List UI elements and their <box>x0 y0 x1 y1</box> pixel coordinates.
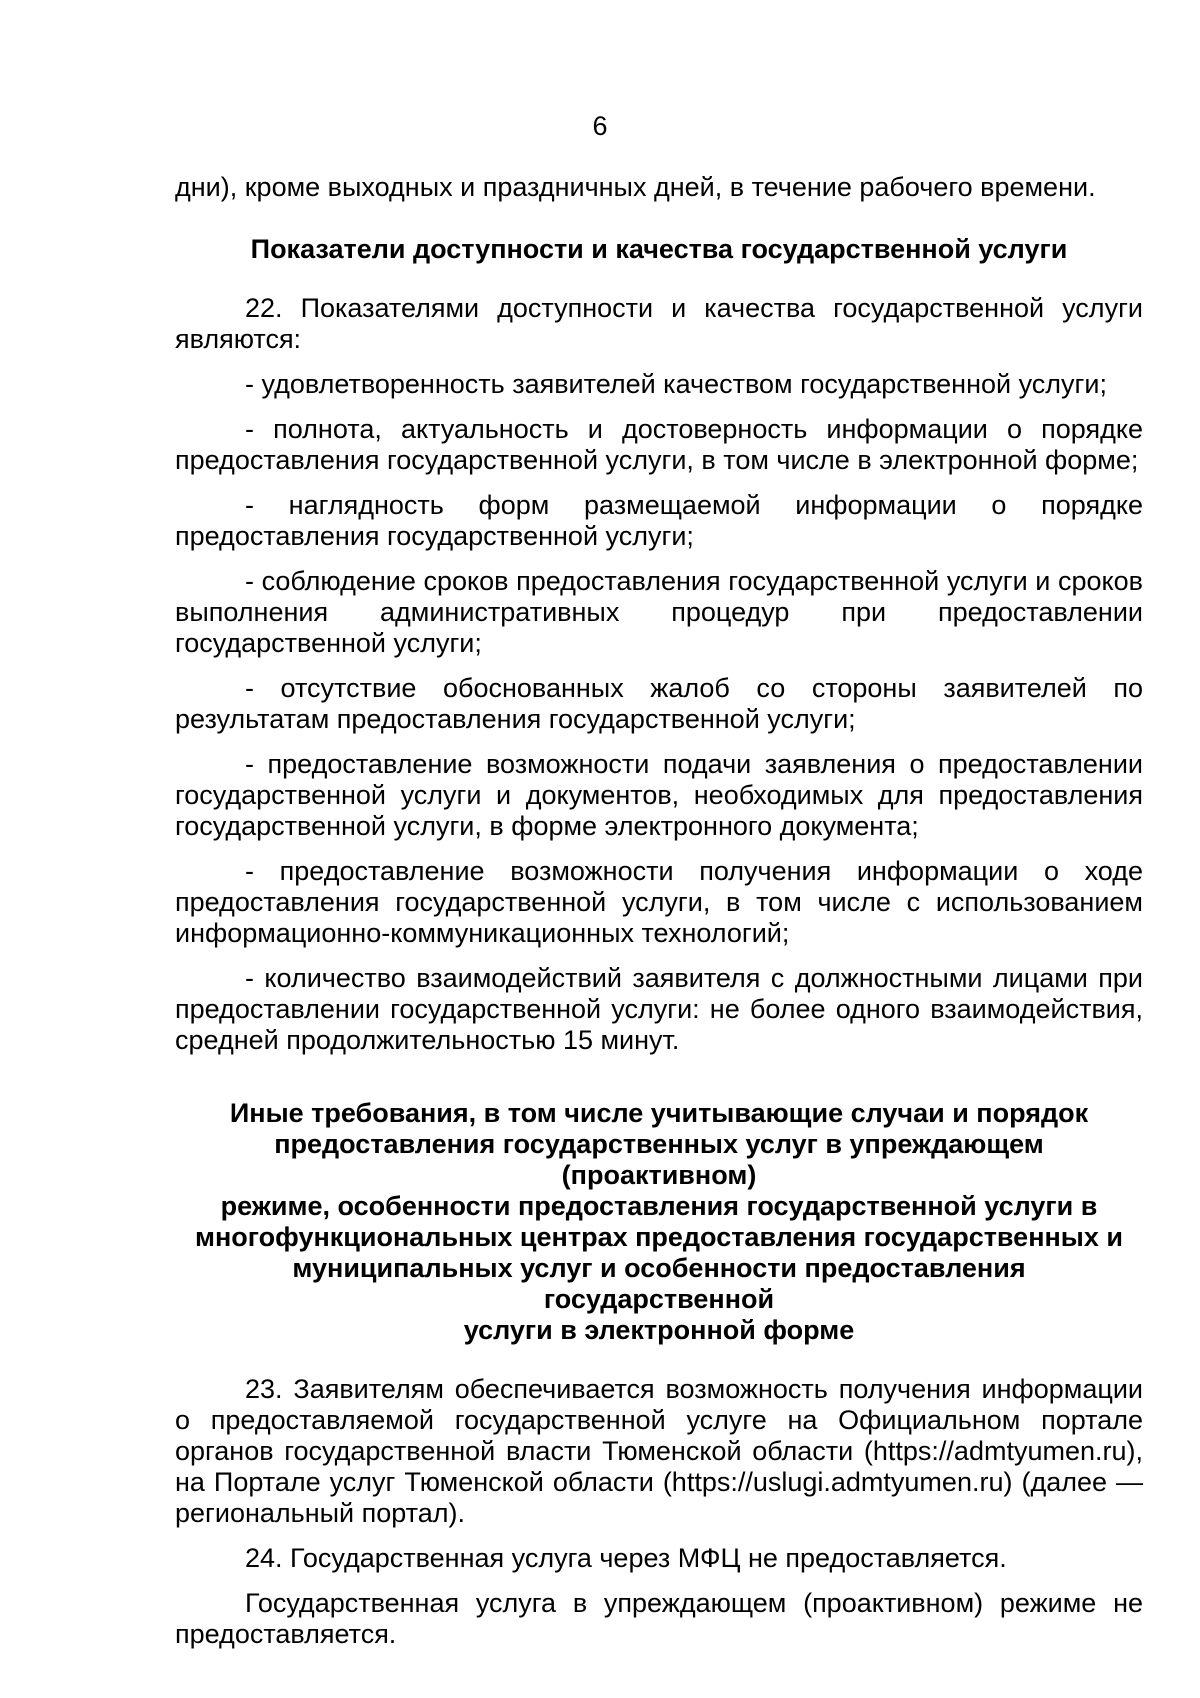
continuation-text: дни), кроме выходных и праздничных дней, в течение рабочего времени. <box>175 172 1096 202</box>
section-heading-other-requirements <box>175 1098 1143 1346</box>
heading-line: муниципальных услуг и особенности предоставления государственной <box>292 1253 1026 1314</box>
list-item-electronic-submission: - предоставление возможности подачи заявления о предоставлении государственной услуги и документов, необходимых для предоставления государственной услуги, в форме электронного документа; <box>175 749 1143 841</box>
list-item-satisfaction: - удовлетворенность заявителей качеством государственной услуги; <box>245 369 1107 399</box>
heading-line: режиме, особенности предоставления государственной услуги в <box>220 1191 1098 1221</box>
list-item-interactions: - количество взаимодействий заявителя с должностными лицами при предоставлении государственной услуги: не более одного взаимодействия, средней продолжительностью 15 минут. <box>175 963 1143 1055</box>
paragraph-proactive: Государственная услуга в упреждающем (проактивном) режиме не предоставляется. <box>175 1588 1143 1649</box>
list-item-clarity: - наглядность форм размещаемой информации о порядке предоставления государственной услуги; <box>175 490 1143 551</box>
heading-line: Иные требования, в том числе учитывающие случаи и порядок <box>229 1098 1089 1128</box>
paragraph-23: 23. Заявителям обеспечивается возможность получения информации о предоставляемой государственной услуге на Официальном портале органов государственной власти Тюменской области (https://admtyumen.ru), на Портале услуг Тюменской области (https://uslugi.admtyumen.ru) (далее — региональный портал). <box>175 1374 1143 1528</box>
heading-line: услуги в электронной форме <box>463 1315 855 1345</box>
section-heading-indicators: Показатели доступности и качества государственной услуги <box>250 234 1068 264</box>
paragraph-24: 24. Государственная услуга через МФЦ не предоставляется. <box>245 1543 1007 1573</box>
list-item-no-complaints: - отсутствие обоснованных жалоб со стороны заявителей по результатам предоставления государственной услуги; <box>175 673 1143 734</box>
page-number: 6 <box>592 111 608 141</box>
list-item-completeness: - полнота, актуальность и достоверность информации о порядке предоставления государственной услуги, в том числе в электронной форме; <box>175 414 1143 475</box>
document-body <box>175 172 1143 1650</box>
heading-line: многофункциональных центрах предоставления государственных и <box>195 1222 1123 1252</box>
list-item-progress-info: - предоставление возможности получения информации о ходе предоставления государственной услуги, в том числе с использованием информационно-коммуникационных технологий; <box>175 856 1143 948</box>
list-item-deadlines: - соблюдение сроков предоставления государственной услуги и сроков выполнения административных процедур при предоставлении государственной услуги; <box>175 566 1143 658</box>
heading-line: предоставления государственных услуг в упреждающем (проактивном) <box>274 1129 1044 1190</box>
paragraph-22: 22. Показателями доступности и качества государственной услуги являются: <box>175 293 1143 354</box>
